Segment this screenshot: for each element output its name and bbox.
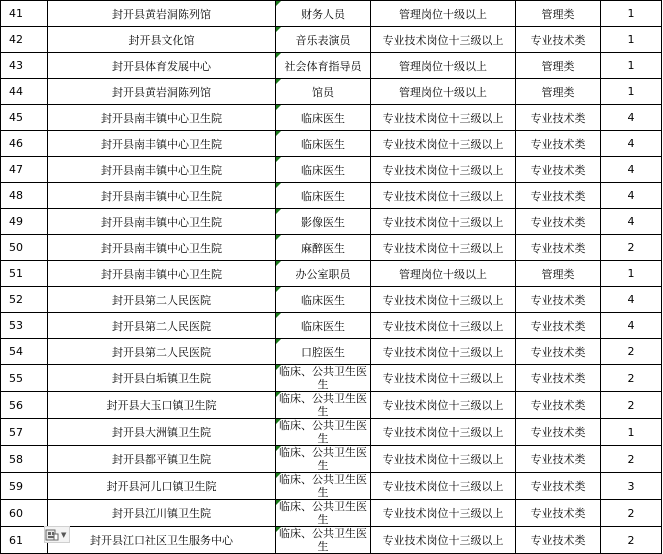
comment-marker-icon xyxy=(276,527,281,532)
post-cell[interactable]: 临床、公共卫生医生 xyxy=(276,392,371,419)
row-number[interactable]: 46 xyxy=(1,131,48,157)
category-cell[interactable]: 专业技术类 xyxy=(516,365,601,392)
comment-marker-icon xyxy=(276,392,281,397)
post-cell[interactable]: 财务人员 xyxy=(276,1,371,27)
level-cell[interactable]: 专业技术岗位十三级以上 xyxy=(371,527,516,554)
headcount-cell[interactable]: 3 xyxy=(601,473,662,500)
category-cell[interactable]: 专业技术类 xyxy=(516,313,601,339)
unit-cell[interactable]: 封开县南丰镇中心卫生院 xyxy=(48,131,276,157)
table-row xyxy=(1,27,662,53)
comment-marker-icon xyxy=(276,53,281,58)
post-cell[interactable]: 临床、公共卫生医生 xyxy=(276,527,371,554)
category-cell[interactable]: 专业技术类 xyxy=(516,419,601,446)
comment-marker-icon xyxy=(276,209,281,214)
row-number[interactable]: 41 xyxy=(1,1,48,27)
post-cell[interactable]: 临床、公共卫生医生 xyxy=(276,419,371,446)
table-row xyxy=(1,419,662,446)
table-row xyxy=(1,313,662,339)
headcount-cell[interactable]: 2 xyxy=(601,365,662,392)
post-cell[interactable]: 麻醉医生 xyxy=(276,235,371,261)
row-number[interactable]: 54 xyxy=(1,339,48,365)
post-cell[interactable]: 临床、公共卫生医生 xyxy=(276,365,371,392)
post-cell[interactable]: 办公室职员 xyxy=(276,261,371,287)
unit-cell[interactable]: 封开县南丰镇中心卫生院 xyxy=(48,209,276,235)
row-number[interactable]: 56 xyxy=(1,392,48,419)
row-number[interactable]: 51 xyxy=(1,261,48,287)
table-row xyxy=(1,209,662,235)
unit-cell[interactable]: 封开县南丰镇中心卫生院 xyxy=(48,261,276,287)
post-cell[interactable]: 音乐表演员 xyxy=(276,27,371,53)
comment-marker-icon xyxy=(276,446,281,451)
table-row xyxy=(1,339,662,365)
unit-cell[interactable]: 封开县河儿口镇卫生院 xyxy=(48,473,276,500)
headcount-cell[interactable]: 4 xyxy=(601,157,662,183)
unit-cell[interactable]: 封开县江口社区卫生服务中心 xyxy=(48,527,276,554)
comment-marker-icon xyxy=(276,157,281,162)
row-number[interactable]: 44 xyxy=(1,79,48,105)
comment-marker-icon xyxy=(276,1,281,6)
paste-options-icon xyxy=(45,529,59,541)
category-cell[interactable]: 专业技术类 xyxy=(516,500,601,527)
level-cell[interactable]: 专业技术岗位十三级以上 xyxy=(371,131,516,157)
post-cell[interactable]: 临床、公共卫生医生 xyxy=(276,446,371,473)
table-row xyxy=(1,446,662,473)
post-cell[interactable]: 社会体育指导员 xyxy=(276,53,371,79)
category-cell[interactable]: 专业技术类 xyxy=(516,527,601,554)
category-cell[interactable]: 专业技术类 xyxy=(516,157,601,183)
chevron-down-icon: ▼ xyxy=(61,530,67,539)
row-number[interactable]: 59 xyxy=(1,473,48,500)
comment-marker-icon xyxy=(276,27,281,32)
unit-cell[interactable]: 封开县黄岩洞陈列馆 xyxy=(48,1,276,27)
post-cell[interactable]: 临床医生 xyxy=(276,183,371,209)
level-cell[interactable]: 专业技术岗位十三级以上 xyxy=(371,419,516,446)
category-cell[interactable]: 专业技术类 xyxy=(516,131,601,157)
level-cell[interactable]: 专业技术岗位十三级以上 xyxy=(371,365,516,392)
comment-marker-icon xyxy=(276,419,281,424)
level-cell[interactable]: 专业技术岗位十三级以上 xyxy=(371,105,516,131)
table-row xyxy=(1,235,662,261)
row-number[interactable]: 55 xyxy=(1,365,48,392)
unit-cell[interactable]: 封开县南丰镇中心卫生院 xyxy=(48,105,276,131)
post-cell[interactable]: 临床医生 xyxy=(276,157,371,183)
level-cell[interactable]: 专业技术岗位十三级以上 xyxy=(371,500,516,527)
level-cell[interactable]: 专业技术岗位十三级以上 xyxy=(371,27,516,53)
level-cell[interactable]: 专业技术岗位十三级以上 xyxy=(371,392,516,419)
comment-marker-icon xyxy=(276,339,281,344)
post-cell[interactable]: 临床医生 xyxy=(276,313,371,339)
comment-marker-icon xyxy=(276,261,281,266)
level-cell[interactable]: 专业技术岗位十三级以上 xyxy=(371,446,516,473)
level-cell[interactable]: 专业技术岗位十三级以上 xyxy=(371,313,516,339)
row-number[interactable]: 49 xyxy=(1,209,48,235)
headcount-cell[interactable]: 2 xyxy=(601,527,662,554)
category-cell[interactable]: 专业技术类 xyxy=(516,183,601,209)
unit-cell[interactable]: 封开县第二人民医院 xyxy=(48,313,276,339)
category-cell[interactable]: 专业技术类 xyxy=(516,27,601,53)
category-cell[interactable]: 管理类 xyxy=(516,79,601,105)
table-row xyxy=(1,287,662,313)
row-number[interactable]: 43 xyxy=(1,53,48,79)
category-cell[interactable]: 专业技术类 xyxy=(516,473,601,500)
row-number[interactable]: 48 xyxy=(1,183,48,209)
post-cell[interactable]: 馆员 xyxy=(276,79,371,105)
unit-cell[interactable]: 封开县都平镇卫生院 xyxy=(48,446,276,473)
category-cell[interactable]: 专业技术类 xyxy=(516,339,601,365)
level-cell[interactable]: 专业技术岗位十三级以上 xyxy=(371,339,516,365)
row-number[interactable]: 45 xyxy=(1,105,48,131)
table-row xyxy=(1,365,662,392)
post-cell[interactable]: 临床、公共卫生医生 xyxy=(276,473,371,500)
level-cell[interactable]: 专业技术岗位十三级以上 xyxy=(371,209,516,235)
table-row xyxy=(1,392,662,419)
row-number[interactable]: 47 xyxy=(1,157,48,183)
unit-cell[interactable]: 封开县体育发展中心 xyxy=(48,53,276,79)
category-cell[interactable]: 专业技术类 xyxy=(516,446,601,473)
unit-cell[interactable]: 封开县大洲镇卫生院 xyxy=(48,419,276,446)
unit-cell[interactable]: 封开县文化馆 xyxy=(48,27,276,53)
row-number[interactable]: 50 xyxy=(1,235,48,261)
post-cell[interactable]: 临床医生 xyxy=(276,287,371,313)
post-cell[interactable]: 口腔医生 xyxy=(276,339,371,365)
table-row xyxy=(1,183,662,209)
unit-cell[interactable]: 封开县江川镇卫生院 xyxy=(48,500,276,527)
table-row xyxy=(1,527,662,554)
level-cell[interactable]: 管理岗位十级以上 xyxy=(371,79,516,105)
category-cell[interactable]: 管理类 xyxy=(516,261,601,287)
row-number[interactable]: 60 xyxy=(1,500,48,527)
level-cell[interactable]: 管理岗位十级以上 xyxy=(371,261,516,287)
comment-marker-icon xyxy=(276,313,281,318)
headcount-cell[interactable]: 2 xyxy=(601,339,662,365)
row-number[interactable]: 61 xyxy=(1,527,48,554)
headcount-cell[interactable]: 4 xyxy=(601,209,662,235)
unit-cell[interactable]: 封开县第二人民医院 xyxy=(48,339,276,365)
comment-marker-icon xyxy=(276,500,281,505)
category-cell[interactable]: 专业技术类 xyxy=(516,105,601,131)
comment-marker-icon xyxy=(276,473,281,478)
comment-marker-icon xyxy=(276,105,281,110)
unit-cell[interactable]: 封开县黄岩洞陈列馆 xyxy=(48,79,276,105)
level-cell[interactable]: 专业技术岗位十三级以上 xyxy=(371,183,516,209)
unit-cell[interactable]: 封开县南丰镇中心卫生院 xyxy=(48,183,276,209)
table-row xyxy=(1,105,662,131)
table-row xyxy=(1,261,662,287)
post-cell[interactable]: 临床医生 xyxy=(276,105,371,131)
headcount-cell[interactable]: 4 xyxy=(601,131,662,157)
unit-cell[interactable]: 封开县南丰镇中心卫生院 xyxy=(48,235,276,261)
headcount-cell[interactable]: 1 xyxy=(601,1,662,27)
category-cell[interactable]: 专业技术类 xyxy=(516,235,601,261)
headcount-cell[interactable]: 2 xyxy=(601,446,662,473)
post-cell[interactable]: 临床医生 xyxy=(276,131,371,157)
level-cell[interactable]: 管理岗位十级以上 xyxy=(371,53,516,79)
headcount-cell[interactable]: 2 xyxy=(601,392,662,419)
table-row xyxy=(1,131,662,157)
comment-marker-icon xyxy=(276,131,281,136)
headcount-cell[interactable]: 2 xyxy=(601,235,662,261)
level-cell[interactable]: 管理岗位十级以上 xyxy=(371,1,516,27)
level-cell[interactable]: 专业技术岗位十三级以上 xyxy=(371,287,516,313)
level-cell[interactable]: 专业技术岗位十三级以上 xyxy=(371,473,516,500)
table-row xyxy=(1,473,662,500)
headcount-cell[interactable]: 1 xyxy=(601,53,662,79)
table-row xyxy=(1,53,662,79)
post-cell[interactable]: 影像医生 xyxy=(276,209,371,235)
category-cell[interactable]: 专业技术类 xyxy=(516,287,601,313)
comment-marker-icon xyxy=(276,183,281,188)
comment-marker-icon xyxy=(276,235,281,240)
table-body xyxy=(1,1,662,554)
unit-cell[interactable]: 封开县白垢镇卫生院 xyxy=(48,365,276,392)
comment-marker-icon xyxy=(276,79,281,84)
row-number[interactable]: 42 xyxy=(1,27,48,53)
table-row xyxy=(1,79,662,105)
comment-marker-icon xyxy=(276,365,281,370)
level-cell[interactable]: 专业技术岗位十三级以上 xyxy=(371,157,516,183)
category-cell[interactable]: 管理类 xyxy=(516,53,601,79)
headcount-cell[interactable]: 1 xyxy=(601,27,662,53)
headcount-cell[interactable]: 1 xyxy=(601,419,662,446)
row-number[interactable]: 53 xyxy=(1,313,48,339)
unit-cell[interactable]: 封开县第二人民医院 xyxy=(48,287,276,313)
table-row xyxy=(1,1,662,27)
comment-marker-icon xyxy=(276,287,281,292)
headcount-cell[interactable]: 4 xyxy=(601,287,662,313)
category-cell[interactable]: 专业技术类 xyxy=(516,209,601,235)
paste-options-button[interactable] xyxy=(44,526,70,543)
level-cell[interactable]: 专业技术岗位十三级以上 xyxy=(371,235,516,261)
row-number[interactable]: 52 xyxy=(1,287,48,313)
unit-cell[interactable]: 封开县南丰镇中心卫生院 xyxy=(48,157,276,183)
category-cell[interactable]: 管理类 xyxy=(516,1,601,27)
category-cell[interactable]: 专业技术类 xyxy=(516,392,601,419)
headcount-cell[interactable]: 4 xyxy=(601,313,662,339)
unit-cell[interactable]: 封开县大玉口镇卫生院 xyxy=(48,392,276,419)
row-number[interactable]: 58 xyxy=(1,446,48,473)
headcount-cell[interactable]: 1 xyxy=(601,261,662,287)
table-row xyxy=(1,500,662,527)
row-number[interactable]: 57 xyxy=(1,419,48,446)
headcount-cell[interactable]: 2 xyxy=(601,500,662,527)
headcount-cell[interactable]: 1 xyxy=(601,79,662,105)
table-row xyxy=(1,157,662,183)
post-cell[interactable]: 临床、公共卫生医生 xyxy=(276,500,371,527)
headcount-cell[interactable]: 4 xyxy=(601,183,662,209)
headcount-cell[interactable]: 4 xyxy=(601,105,662,131)
